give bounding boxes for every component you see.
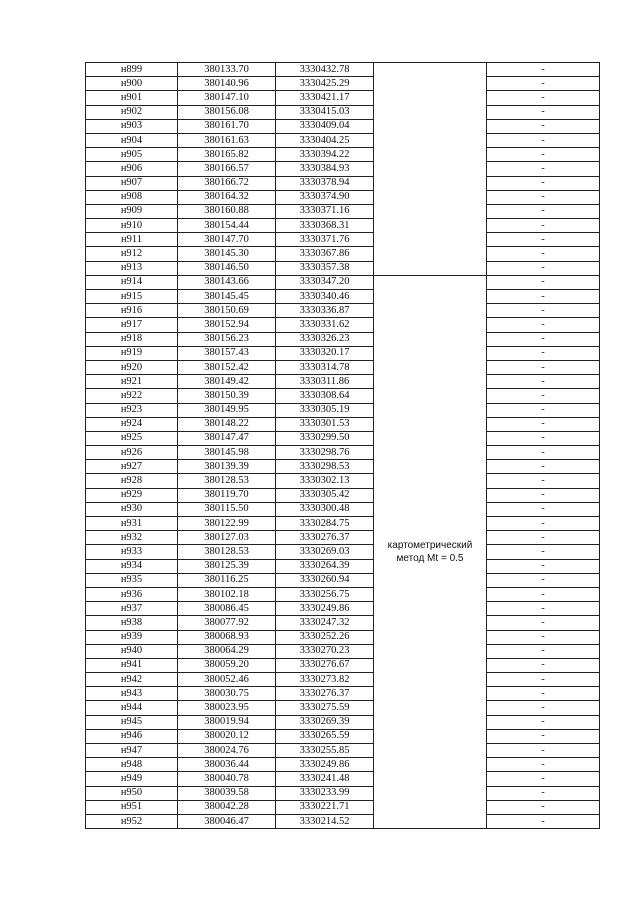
table-row	[86, 190, 600, 204]
note-cell: -	[487, 332, 600, 346]
table-row	[86, 545, 600, 559]
note-cell: -	[487, 190, 600, 204]
y-coordinate-cell: 3330249.86	[276, 602, 374, 616]
y-coordinate-cell: 3330264.39	[276, 559, 374, 573]
y-coordinate-cell: 3330384.93	[276, 162, 374, 176]
x-coordinate-cell: 380166.57	[178, 162, 276, 176]
y-coordinate-cell: 3330265.59	[276, 729, 374, 743]
x-coordinate-cell: 380036.44	[178, 758, 276, 772]
y-coordinate-cell: 3330357.38	[276, 261, 374, 275]
x-coordinate-cell: 380059.20	[178, 658, 276, 672]
point-cell: н914	[86, 275, 178, 289]
point-cell: н948	[86, 758, 178, 772]
table-row	[86, 673, 600, 687]
y-coordinate-cell: 3330368.31	[276, 219, 374, 233]
point-cell: н913	[86, 261, 178, 275]
note-cell: -	[487, 758, 600, 772]
note-cell: -	[487, 346, 600, 360]
x-coordinate-cell: 380148.22	[178, 417, 276, 431]
y-coordinate-cell: 3330340.46	[276, 290, 374, 304]
y-coordinate-cell: 3330415.03	[276, 105, 374, 119]
x-coordinate-cell: 380119.70	[178, 488, 276, 502]
y-coordinate-cell: 3330233.99	[276, 786, 374, 800]
y-coordinate-cell: 3330252.26	[276, 630, 374, 644]
x-coordinate-cell: 380145.98	[178, 446, 276, 460]
table-row	[86, 247, 600, 261]
table-row	[86, 687, 600, 701]
coordinates-table	[85, 62, 600, 829]
point-cell: н903	[86, 119, 178, 133]
x-coordinate-cell: 380140.96	[178, 77, 276, 91]
table-row	[86, 290, 600, 304]
point-cell: н937	[86, 602, 178, 616]
y-coordinate-cell: 3330409.04	[276, 119, 374, 133]
x-coordinate-cell: 380164.32	[178, 190, 276, 204]
point-cell: н941	[86, 658, 178, 672]
point-cell: н945	[86, 715, 178, 729]
note-cell: -	[487, 446, 600, 460]
point-cell: н947	[86, 744, 178, 758]
y-coordinate-cell: 3330298.76	[276, 446, 374, 460]
note-cell: -	[487, 630, 600, 644]
note-cell: -	[487, 488, 600, 502]
table-row	[86, 559, 600, 573]
y-coordinate-cell: 3330275.59	[276, 701, 374, 715]
note-cell: -	[487, 658, 600, 672]
table-row	[86, 63, 600, 77]
table-row	[86, 332, 600, 346]
table-row	[86, 701, 600, 715]
x-coordinate-cell: 380020.12	[178, 729, 276, 743]
point-cell: н899	[86, 63, 178, 77]
point-cell: н938	[86, 616, 178, 630]
point-cell: н940	[86, 644, 178, 658]
note-cell: -	[487, 573, 600, 587]
x-coordinate-cell: 380040.78	[178, 772, 276, 786]
table-row	[86, 772, 600, 786]
note-cell: -	[487, 233, 600, 247]
y-coordinate-cell: 3330432.78	[276, 63, 374, 77]
point-cell: н916	[86, 304, 178, 318]
table-row	[86, 119, 600, 133]
y-coordinate-cell: 3330276.37	[276, 531, 374, 545]
point-cell: н931	[86, 517, 178, 531]
point-cell: н934	[86, 559, 178, 573]
note-cell: -	[487, 729, 600, 743]
table-row	[86, 531, 600, 545]
note-cell: -	[487, 744, 600, 758]
x-coordinate-cell: 380102.18	[178, 587, 276, 601]
table-row	[86, 304, 600, 318]
x-coordinate-cell: 380147.10	[178, 91, 276, 105]
note-cell: -	[487, 701, 600, 715]
point-cell: н928	[86, 474, 178, 488]
table-row	[86, 275, 600, 289]
point-cell: н919	[86, 346, 178, 360]
y-coordinate-cell: 3330298.53	[276, 460, 374, 474]
note-cell: -	[487, 587, 600, 601]
point-cell: н915	[86, 290, 178, 304]
note-cell: -	[487, 772, 600, 786]
point-cell: н946	[86, 729, 178, 743]
note-cell: -	[487, 247, 600, 261]
method-cell	[374, 63, 487, 276]
x-coordinate-cell: 380086.45	[178, 602, 276, 616]
x-coordinate-cell: 380030.75	[178, 687, 276, 701]
y-coordinate-cell: 3330404.25	[276, 133, 374, 147]
point-cell: н917	[86, 318, 178, 332]
y-coordinate-cell: 3330276.37	[276, 687, 374, 701]
table-row	[86, 233, 600, 247]
note-cell: -	[487, 133, 600, 147]
note-cell: -	[487, 715, 600, 729]
x-coordinate-cell: 380147.47	[178, 431, 276, 445]
x-coordinate-cell: 380115.50	[178, 502, 276, 516]
note-cell: -	[487, 219, 600, 233]
point-cell: н908	[86, 190, 178, 204]
y-coordinate-cell: 3330269.03	[276, 545, 374, 559]
x-coordinate-cell: 380023.95	[178, 701, 276, 715]
table-row	[86, 261, 600, 275]
table-row	[86, 375, 600, 389]
note-cell: -	[487, 360, 600, 374]
point-cell: н902	[86, 105, 178, 119]
point-cell: н927	[86, 460, 178, 474]
table-row	[86, 162, 600, 176]
note-cell: -	[487, 673, 600, 687]
table-row	[86, 758, 600, 772]
point-cell: н935	[86, 573, 178, 587]
table-row	[86, 431, 600, 445]
table-row	[86, 204, 600, 218]
x-coordinate-cell: 380150.39	[178, 389, 276, 403]
x-coordinate-cell: 380152.42	[178, 360, 276, 374]
table-row	[86, 800, 600, 814]
x-coordinate-cell: 380161.70	[178, 119, 276, 133]
y-coordinate-cell: 3330394.22	[276, 148, 374, 162]
note-cell: -	[487, 644, 600, 658]
table-row	[86, 460, 600, 474]
note-cell: -	[487, 517, 600, 531]
x-coordinate-cell: 380125.39	[178, 559, 276, 573]
y-coordinate-cell: 3330326.23	[276, 332, 374, 346]
table-row	[86, 91, 600, 105]
point-cell: н923	[86, 403, 178, 417]
note-cell: -	[487, 687, 600, 701]
note-cell: -	[487, 814, 600, 828]
note-cell: -	[487, 417, 600, 431]
y-coordinate-cell: 3330378.94	[276, 176, 374, 190]
y-coordinate-cell: 3330336.87	[276, 304, 374, 318]
note-cell: -	[487, 261, 600, 275]
x-coordinate-cell: 380024.76	[178, 744, 276, 758]
y-coordinate-cell: 3330276.67	[276, 658, 374, 672]
y-coordinate-cell: 3330425.29	[276, 77, 374, 91]
x-coordinate-cell: 380147.70	[178, 233, 276, 247]
x-coordinate-cell: 380156.08	[178, 105, 276, 119]
point-cell: н951	[86, 800, 178, 814]
x-coordinate-cell: 380146.50	[178, 261, 276, 275]
x-coordinate-cell: 380046.47	[178, 814, 276, 828]
x-coordinate-cell: 380064.29	[178, 644, 276, 658]
table-row	[86, 814, 600, 828]
y-coordinate-cell: 3330302.13	[276, 474, 374, 488]
table-row	[86, 729, 600, 743]
note-cell: -	[487, 77, 600, 91]
y-coordinate-cell: 3330371.76	[276, 233, 374, 247]
note-cell: -	[487, 786, 600, 800]
table-row	[86, 446, 600, 460]
x-coordinate-cell: 380128.53	[178, 545, 276, 559]
note-cell: -	[487, 119, 600, 133]
note-cell: -	[487, 91, 600, 105]
x-coordinate-cell: 380052.46	[178, 673, 276, 687]
coordinates-table-body	[86, 63, 600, 829]
point-cell: н925	[86, 431, 178, 445]
note-cell: -	[487, 531, 600, 545]
note-cell: -	[487, 460, 600, 474]
x-coordinate-cell: 380019.94	[178, 715, 276, 729]
note-cell: -	[487, 275, 600, 289]
x-coordinate-cell: 380068.93	[178, 630, 276, 644]
y-coordinate-cell: 3330256.75	[276, 587, 374, 601]
x-coordinate-cell: 380166.72	[178, 176, 276, 190]
table-row	[86, 148, 600, 162]
table-row	[86, 474, 600, 488]
note-cell: -	[487, 304, 600, 318]
y-coordinate-cell: 3330421.17	[276, 91, 374, 105]
note-cell: -	[487, 176, 600, 190]
table-row	[86, 786, 600, 800]
method-cell: картометрический метод Mt = 0.5	[374, 275, 487, 828]
y-coordinate-cell: 3330214.52	[276, 814, 374, 828]
point-cell: н950	[86, 786, 178, 800]
point-cell: н909	[86, 204, 178, 218]
note-cell: -	[487, 148, 600, 162]
table-row	[86, 573, 600, 587]
table-row	[86, 346, 600, 360]
point-cell: н949	[86, 772, 178, 786]
y-coordinate-cell: 3330347.20	[276, 275, 374, 289]
x-coordinate-cell: 380042.28	[178, 800, 276, 814]
y-coordinate-cell: 3330249.86	[276, 758, 374, 772]
y-coordinate-cell: 3330305.19	[276, 403, 374, 417]
y-coordinate-cell: 3330255.85	[276, 744, 374, 758]
note-cell: -	[487, 474, 600, 488]
x-coordinate-cell: 380077.92	[178, 616, 276, 630]
y-coordinate-cell: 3330314.78	[276, 360, 374, 374]
note-cell: -	[487, 800, 600, 814]
point-cell: н920	[86, 360, 178, 374]
table-row	[86, 644, 600, 658]
table-row	[86, 744, 600, 758]
point-cell: н901	[86, 91, 178, 105]
note-cell: -	[487, 318, 600, 332]
y-coordinate-cell: 3330284.75	[276, 517, 374, 531]
note-cell: -	[487, 389, 600, 403]
point-cell: н924	[86, 417, 178, 431]
point-cell: н907	[86, 176, 178, 190]
table-row	[86, 133, 600, 147]
x-coordinate-cell: 380150.69	[178, 304, 276, 318]
point-cell: н918	[86, 332, 178, 346]
table-row	[86, 715, 600, 729]
note-cell: -	[487, 431, 600, 445]
x-coordinate-cell: 380160.88	[178, 204, 276, 218]
x-coordinate-cell: 380149.42	[178, 375, 276, 389]
y-coordinate-cell: 3330300.48	[276, 502, 374, 516]
point-cell: н910	[86, 219, 178, 233]
table-row	[86, 616, 600, 630]
note-cell: -	[487, 602, 600, 616]
y-coordinate-cell: 3330247.32	[276, 616, 374, 630]
x-coordinate-cell: 380145.45	[178, 290, 276, 304]
y-coordinate-cell: 3330221.71	[276, 800, 374, 814]
y-coordinate-cell: 3330308.64	[276, 389, 374, 403]
note-cell: -	[487, 105, 600, 119]
x-coordinate-cell: 380139.39	[178, 460, 276, 474]
note-cell: -	[487, 204, 600, 218]
table-row	[86, 219, 600, 233]
x-coordinate-cell: 380128.53	[178, 474, 276, 488]
note-cell: -	[487, 162, 600, 176]
point-cell: н930	[86, 502, 178, 516]
point-cell: н911	[86, 233, 178, 247]
point-cell: н932	[86, 531, 178, 545]
note-cell: -	[487, 403, 600, 417]
point-cell: н944	[86, 701, 178, 715]
table-row	[86, 403, 600, 417]
x-coordinate-cell: 380156.23	[178, 332, 276, 346]
point-cell: н900	[86, 77, 178, 91]
table-row	[86, 630, 600, 644]
table-row	[86, 105, 600, 119]
x-coordinate-cell: 380143.66	[178, 275, 276, 289]
note-cell: -	[487, 375, 600, 389]
point-cell: н912	[86, 247, 178, 261]
y-coordinate-cell: 3330311.86	[276, 375, 374, 389]
table-row	[86, 77, 600, 91]
point-cell: н936	[86, 587, 178, 601]
note-cell: -	[487, 559, 600, 573]
note-cell: -	[487, 63, 600, 77]
point-cell: н942	[86, 673, 178, 687]
point-cell: н921	[86, 375, 178, 389]
x-coordinate-cell: 380122.99	[178, 517, 276, 531]
x-coordinate-cell: 380116.25	[178, 573, 276, 587]
y-coordinate-cell: 3330371.16	[276, 204, 374, 218]
y-coordinate-cell: 3330331.62	[276, 318, 374, 332]
y-coordinate-cell: 3330367.86	[276, 247, 374, 261]
point-cell: н933	[86, 545, 178, 559]
table-row	[86, 658, 600, 672]
table-row	[86, 176, 600, 190]
y-coordinate-cell: 3330273.82	[276, 673, 374, 687]
point-cell: н904	[86, 133, 178, 147]
x-coordinate-cell: 380127.03	[178, 531, 276, 545]
x-coordinate-cell: 380165.82	[178, 148, 276, 162]
note-cell: -	[487, 502, 600, 516]
x-coordinate-cell: 380157.43	[178, 346, 276, 360]
x-coordinate-cell: 380154.44	[178, 219, 276, 233]
y-coordinate-cell: 3330301.53	[276, 417, 374, 431]
table-row	[86, 389, 600, 403]
x-coordinate-cell: 380145.30	[178, 247, 276, 261]
x-coordinate-cell: 380161.63	[178, 133, 276, 147]
note-cell: -	[487, 290, 600, 304]
x-coordinate-cell: 380039.58	[178, 786, 276, 800]
y-coordinate-cell: 3330241.48	[276, 772, 374, 786]
y-coordinate-cell: 3330270.23	[276, 644, 374, 658]
point-cell: н952	[86, 814, 178, 828]
table-row	[86, 502, 600, 516]
x-coordinate-cell: 380149.95	[178, 403, 276, 417]
y-coordinate-cell: 3330299.50	[276, 431, 374, 445]
table-row	[86, 602, 600, 616]
point-cell: н926	[86, 446, 178, 460]
x-coordinate-cell: 380152.94	[178, 318, 276, 332]
note-cell: -	[487, 545, 600, 559]
y-coordinate-cell: 3330269.39	[276, 715, 374, 729]
y-coordinate-cell: 3330320.17	[276, 346, 374, 360]
table-row	[86, 318, 600, 332]
x-coordinate-cell: 380133.70	[178, 63, 276, 77]
point-cell: н929	[86, 488, 178, 502]
table-row	[86, 517, 600, 531]
note-cell: -	[487, 616, 600, 630]
point-cell: н905	[86, 148, 178, 162]
table-row	[86, 417, 600, 431]
y-coordinate-cell: 3330305.42	[276, 488, 374, 502]
point-cell: н906	[86, 162, 178, 176]
y-coordinate-cell: 3330260.94	[276, 573, 374, 587]
point-cell: н943	[86, 687, 178, 701]
point-cell: н939	[86, 630, 178, 644]
y-coordinate-cell: 3330374.90	[276, 190, 374, 204]
table-row	[86, 488, 600, 502]
point-cell: н922	[86, 389, 178, 403]
table-row	[86, 360, 600, 374]
table-row	[86, 587, 600, 601]
